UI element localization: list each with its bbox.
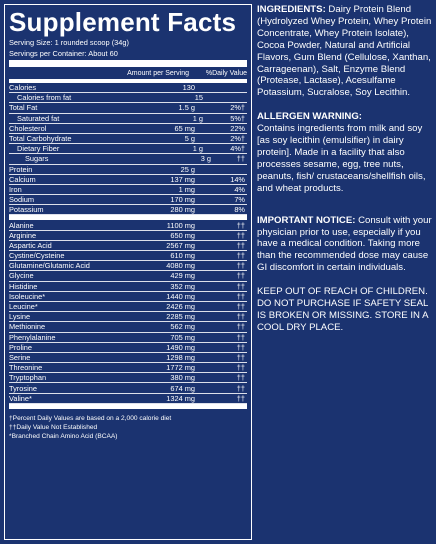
notice-label: IMPORTANT NOTICE:: [257, 214, 356, 226]
nutrient-amount: 1324 mg: [166, 393, 195, 403]
nutrient-name: Sodium: [9, 195, 35, 205]
facts-title: Supplement Facts: [9, 7, 237, 37]
table-row: [9, 165, 247, 175]
daily-value: ††: [236, 271, 245, 281]
nutrient-amount: 280 mg: [170, 205, 195, 215]
nutrient-amount: 15: [194, 93, 203, 103]
nutrient-name: Isoleucine*: [9, 291, 46, 301]
nutrient-name: Histidine: [9, 281, 38, 291]
table-row: [9, 154, 247, 164]
notice-text: Consult with your physician prior to use, especially if you have a medical condition. Taking more than the recommended dose may cause GI discomfort in certain individuals.: [257, 214, 432, 274]
nutrient-amount: 610 mg: [170, 251, 195, 261]
nutrient-name: Arginine: [9, 230, 37, 240]
table-row: [9, 220, 247, 230]
daily-value: 7%: [234, 195, 245, 205]
nutrient-name: Methionine: [9, 322, 46, 332]
nutrient-name: Tryptophan: [9, 373, 47, 383]
nutrient-name: Total Carbohydrate: [9, 134, 72, 144]
nutrient-name: Valine*: [9, 393, 32, 403]
daily-value: ††: [236, 220, 245, 230]
nutrient-amount: 2567 mg: [166, 240, 195, 250]
nutrient-amount: 1 g: [192, 113, 203, 123]
nutrient-name: Proline: [9, 342, 33, 352]
ingredients-text: Dairy Protein Blend (Hydrolyzed Whey Protein, Whey Protein Concentrate, Whey Protein Isolate), Cocoa Powder, Natural and Artificial Flavors, Gum Blend (Cellulose, Xanthan, Carrageenan), Salt, Enzyme Blend (Protease, Lactase), Acesulfame Potassium, Sucralose, Soy Lecithin.: [257, 4, 432, 99]
nutrient-amount: 1298 mg: [166, 352, 195, 362]
footnote: ††Daily Value Not Established: [9, 423, 98, 431]
ingredients-label: INGREDIENTS:: [257, 4, 326, 15]
nutrient-amount: 705 mg: [170, 332, 195, 342]
bottom-separator: [9, 404, 247, 409]
supplement-facts-panel: [4, 4, 252, 540]
table-row: [9, 83, 247, 93]
nutrient-amount: 65 mg: [174, 123, 195, 133]
table-row: [9, 343, 247, 353]
table-row: [9, 251, 247, 261]
daily-value: ††: [236, 291, 245, 301]
nutrient-amount: 4080 mg: [166, 261, 195, 271]
ingredients-block: [257, 4, 433, 99]
nutrient-amount: 1 mg: [178, 184, 195, 194]
nutrient-amount: 1100 mg: [166, 220, 195, 230]
nutrient-name: Iron: [9, 184, 22, 194]
nutrient-name: Tyrosine: [9, 383, 37, 393]
footnotes: [9, 414, 247, 441]
daily-value: ††: [236, 230, 245, 240]
table-row: [9, 103, 247, 113]
table-row: [9, 292, 247, 302]
daily-value: 4%: [234, 184, 245, 194]
daily-value: ††: [236, 302, 245, 312]
daily-value: ††: [236, 352, 245, 362]
daily-value: ††: [236, 281, 245, 291]
servings-per-container: Servings per Container: About 60: [9, 49, 118, 58]
daily-value: ††: [236, 312, 245, 322]
table-row: [9, 261, 247, 271]
nutrient-name: Phenylalanine: [9, 332, 56, 342]
daily-value: ††: [236, 383, 245, 393]
table-row: [9, 175, 247, 185]
nutrient-name: Leucine*: [9, 302, 38, 312]
keep-out-warning: KEEP OUT OF REACH OF CHILDREN. DO NOT PURCHASE IF SAFETY SEAL IS BROKEN OR MISSING. STORE IN A COOL DRY PLACE.: [257, 286, 428, 333]
nutrient-name: Lysine: [9, 312, 31, 322]
nutrient-name: Glycine: [9, 271, 34, 281]
nutrient-name: Potassium: [9, 205, 44, 215]
table-row: [9, 322, 247, 332]
nutrient-amount: 562 mg: [170, 322, 195, 332]
daily-value: ††: [236, 332, 245, 342]
nutrient-name: Calories: [9, 83, 37, 93]
daily-value: ††: [236, 363, 245, 373]
table-row: [9, 124, 247, 134]
nutrient-amount: 380 mg: [170, 373, 195, 383]
table-row: [9, 185, 247, 195]
daily-value: 8%: [234, 205, 245, 215]
macro-rows: [9, 83, 247, 215]
nutrient-name: Saturated fat: [17, 113, 60, 123]
allergen-label: ALLERGEN WARNING:: [257, 111, 362, 123]
nutrient-name: Cholesterol: [9, 123, 47, 133]
nutrient-name: Cystine/Cysteine: [9, 251, 65, 261]
amount-header: Amount per Serving: [127, 69, 189, 77]
table-row: [9, 353, 247, 363]
daily-value: ††: [236, 342, 245, 352]
daily-value: ††: [236, 373, 245, 383]
nutrient-amount: 1440 mg: [166, 291, 195, 301]
daily-value: ††: [236, 251, 245, 261]
amino-acid-rows: [9, 220, 247, 403]
daily-value: ††: [236, 240, 245, 250]
table-row: [9, 134, 247, 144]
table-row: [9, 114, 247, 124]
nutrient-amount: 1490 mg: [166, 342, 195, 352]
table-header: [9, 67, 247, 80]
table-row: [9, 282, 247, 292]
table-row: [9, 383, 247, 393]
table-row: [9, 93, 247, 103]
nutrient-amount: 429 mg: [170, 271, 195, 281]
nutrient-amount: 137 mg: [170, 174, 195, 184]
dv-header: %Daily Value: [205, 69, 247, 77]
nutrient-amount: 1772 mg: [166, 363, 195, 373]
thick-rule: [9, 60, 247, 67]
table-row: [9, 373, 247, 383]
daily-value: ††: [236, 261, 245, 271]
daily-value: 2%†: [230, 134, 245, 144]
footnote: *Branched Chain Amino Acid (BCAA): [9, 432, 118, 440]
nutrient-amount: 352 mg: [170, 281, 195, 291]
daily-value: ††: [236, 154, 245, 164]
table-row: [9, 195, 247, 205]
footnote: †Percent Daily Values are based on a 2,000 calorie diet: [9, 414, 172, 422]
daily-value: 22%: [230, 123, 245, 133]
nutrient-amount: 1.5 g: [178, 103, 195, 113]
label-text-column: [257, 4, 433, 334]
daily-value: 5%†: [230, 113, 245, 123]
daily-value: ††: [236, 322, 245, 332]
nutrient-amount: 2426 mg: [166, 302, 195, 312]
serving-size: Serving Size: 1 rounded scoop (34g): [9, 38, 129, 47]
nutrient-name: Glutamine/Glutamic Acid: [9, 261, 90, 271]
daily-value: 14%: [230, 174, 245, 184]
table-row: [9, 302, 247, 312]
nutrient-name: Dietary Fiber: [17, 144, 60, 154]
nutrient-name: Calories from fat: [17, 93, 72, 103]
nutrient-amount: 2285 mg: [166, 312, 195, 322]
nutrient-amount: 170 mg: [170, 195, 195, 205]
table-row: [9, 231, 247, 241]
nutrient-amount: 674 mg: [170, 383, 195, 393]
table-row: [9, 144, 247, 154]
table-row: [9, 333, 247, 343]
nutrient-name: Total Fat: [9, 103, 38, 113]
nutrient-name: Aspartic Acid: [9, 240, 52, 250]
nutrient-name: Threonine: [9, 363, 43, 373]
nutrient-name: Sugars: [25, 154, 49, 164]
daily-value: ††: [236, 393, 245, 403]
nutrient-amount: 650 mg: [170, 230, 195, 240]
nutrient-name: Protein: [9, 164, 33, 174]
nutrient-amount: 5 g: [184, 134, 195, 144]
table-row: [9, 394, 247, 404]
nutrient-name: Calcium: [9, 174, 36, 184]
notice-block: [257, 215, 433, 275]
daily-value: 4%†: [230, 144, 245, 154]
nutrient-amount: 1 g: [192, 144, 203, 154]
allergen-text: Contains ingredients from milk and soy [as soy lecithin (emulsifier) in dairy protein]. Made in a facility that also processes sesame, egg, tree nuts, peanuts, fish/ crustaceans/shellfish oils, and wheat products.: [257, 123, 426, 194]
nutrient-name: Alanine: [9, 220, 34, 230]
nutrient-amount: 3 g: [200, 154, 211, 164]
table-row: [9, 271, 247, 281]
nutrient-amount: 25 g: [180, 164, 195, 174]
nutrient-amount: 130: [182, 83, 195, 93]
nutrient-name: Serine: [9, 352, 31, 362]
table-row: [9, 205, 247, 215]
table-row: [9, 312, 247, 322]
table-row: [9, 241, 247, 251]
daily-value: 2%†: [230, 103, 245, 113]
table-row: [9, 363, 247, 373]
